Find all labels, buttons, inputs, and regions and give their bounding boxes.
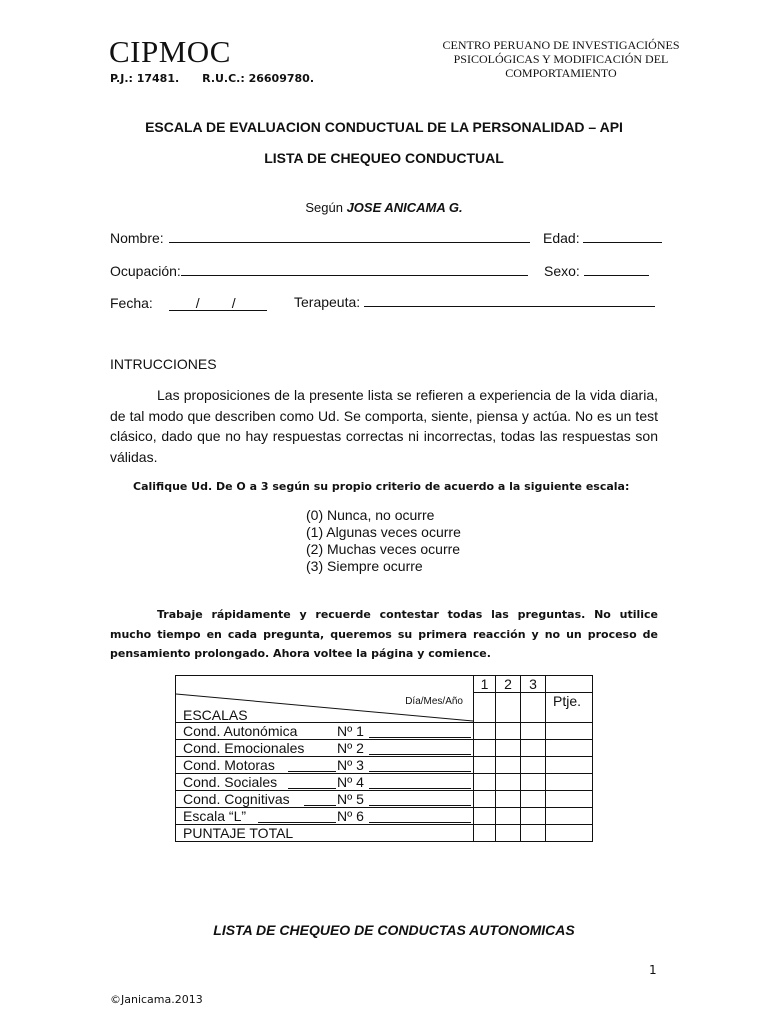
table-row — [176, 739, 593, 756]
scale-underline — [369, 805, 471, 806]
edad-row — [543, 230, 662, 246]
score-cell[interactable] — [521, 807, 546, 824]
fecha-slash-1: / — [195, 295, 200, 311]
organization-name-line-2: PSICOLÓGICAS Y MODIFICACIÓN DEL — [453, 52, 669, 66]
scale-number: Nº 4 — [337, 773, 364, 790]
scale-option-1: (1) Algunas veces ocurre — [306, 524, 461, 540]
scale-name-underline — [288, 788, 336, 789]
scale-number: Nº 6 — [337, 807, 364, 824]
table-row-total — [176, 824, 593, 841]
rating-instruction: Califique Ud. De O a 3 según su propio criterio de acuerdo a la siguiente escala: — [133, 480, 630, 493]
table-row — [176, 790, 593, 807]
header-col-3: 3 — [521, 676, 546, 693]
copyright-notice: ©Janicama.2013 — [110, 993, 203, 1006]
table-row — [176, 722, 593, 739]
ptje-cell[interactable] — [546, 807, 593, 824]
escalas-header-cell — [176, 693, 474, 723]
header-col-2: 2 — [496, 676, 521, 693]
ptje-label: Ptje. — [553, 693, 582, 709]
ocupacion-field[interactable] — [181, 275, 528, 276]
score-cell[interactable] — [521, 739, 546, 756]
nombre-field[interactable] — [169, 242, 530, 243]
organization-name-line-1: CENTRO PERUANO DE INVESTIGACIÓNES — [442, 38, 680, 52]
scale-option-0: (0) Nunca, no ocurre — [306, 507, 435, 523]
ocupacion-row — [110, 263, 528, 279]
escalas-label: ESCALAS — [183, 706, 248, 723]
table-row — [176, 807, 593, 824]
rating-scale — [306, 507, 461, 575]
scale-name: Escala “L” — [183, 807, 247, 824]
fecha-field[interactable] — [169, 294, 267, 311]
scale-cell — [176, 807, 474, 824]
score-cell[interactable] — [496, 790, 521, 807]
score-cell[interactable] — [474, 739, 496, 756]
total-cell — [176, 824, 474, 841]
total-label: PUNTAJE TOTAL — [183, 824, 294, 841]
organization-logo: CIPMOC — [109, 34, 231, 69]
ptje-cell[interactable] — [546, 790, 593, 807]
scale-name: Cond. Cognitivas — [183, 790, 290, 807]
ptje-cell[interactable] — [546, 824, 593, 841]
ocupacion-label: Ocupación: — [110, 263, 181, 279]
header-blank-cell — [176, 676, 474, 693]
scale-underline — [369, 822, 471, 823]
scale-underline — [369, 771, 471, 772]
scale-cell — [176, 722, 474, 739]
scale-number: Nº 1 — [337, 722, 364, 739]
scale-number: Nº 2 — [337, 739, 364, 756]
next-section-title: LISTA DE CHEQUEO DE CONDUCTAS AUTONOMICAS — [213, 922, 575, 938]
score-cell[interactable] — [496, 824, 521, 841]
nombre-label: Nombre: — [110, 230, 164, 246]
date-cell-2[interactable] — [496, 693, 521, 723]
ptje-header-cell — [546, 693, 593, 723]
edad-label: Edad: — [543, 230, 580, 246]
date-cell-1[interactable] — [474, 693, 496, 723]
date-cell-3[interactable] — [521, 693, 546, 723]
dia-mes-ano-label: Día/Mes/Año — [405, 695, 463, 707]
score-cell[interactable] — [496, 756, 521, 773]
scale-cell — [176, 739, 474, 756]
header-blank-ptje — [546, 676, 593, 693]
score-cell[interactable] — [521, 773, 546, 790]
scale-option-2: (2) Muchas veces ocurre — [306, 541, 461, 557]
scale-name: Cond. Emocionales — [183, 739, 305, 756]
score-cell[interactable] — [474, 773, 496, 790]
score-cell[interactable] — [521, 790, 546, 807]
score-cell[interactable] — [521, 722, 546, 739]
ptje-cell[interactable] — [546, 756, 593, 773]
score-cell[interactable] — [474, 756, 496, 773]
author-line — [0, 200, 768, 215]
scale-cell — [176, 773, 474, 790]
score-cell[interactable] — [496, 739, 521, 756]
instructions-heading: INTRUCCIONES — [110, 356, 217, 372]
organization-full-name — [430, 38, 692, 80]
page-number: 1 — [649, 963, 657, 977]
ptje-cell[interactable] — [546, 722, 593, 739]
organization-name-line-3: COMPORTAMIENTO — [505, 66, 617, 80]
header-col-1: 1 — [474, 676, 496, 693]
sexo-label: Sexo: — [544, 263, 580, 279]
registration-numbers: P.J.: 17481. R.U.C.: 26609780. — [110, 72, 314, 85]
score-cell[interactable] — [521, 756, 546, 773]
score-cell[interactable] — [496, 722, 521, 739]
terapeuta-label: Terapeuta: — [294, 294, 361, 310]
scale-underline — [369, 737, 471, 738]
score-cell[interactable] — [474, 807, 496, 824]
score-cell[interactable] — [474, 722, 496, 739]
fecha-row — [110, 294, 267, 311]
table-header-numbers — [176, 676, 593, 693]
terapeuta-row — [294, 294, 655, 310]
fecha-label: Fecha: — [110, 295, 153, 311]
scale-number: Nº 3 — [337, 756, 364, 773]
ptje-cell[interactable] — [546, 773, 593, 790]
score-cell[interactable] — [474, 790, 496, 807]
ptje-cell[interactable] — [546, 739, 593, 756]
scale-name-underline — [288, 771, 336, 772]
document-title: ESCALA DE EVALUACION CONDUCTUAL DE LA PERSONALIDAD – API — [145, 119, 623, 135]
edad-field[interactable] — [583, 242, 662, 243]
sexo-field[interactable] — [584, 275, 649, 276]
nombre-row — [110, 230, 530, 246]
document-subtitle: LISTA DE CHEQUEO CONDUCTUAL — [264, 150, 504, 166]
scale-underline — [369, 754, 471, 755]
terapeuta-field[interactable] — [364, 306, 655, 307]
scale-option-3: (3) Siempre ocurre — [306, 558, 423, 574]
sexo-row — [544, 263, 649, 279]
scale-name: Cond. Motoras — [183, 756, 275, 773]
author-name: JOSE ANICAMA G. — [346, 200, 463, 215]
work-quickly-note: Trabaje rápidamente y recuerde contestar todas las preguntas. No utilice mucho tiempo en cada pregunta, queremos su primera reacción y no un proceso de pensamiento prolongado. Ahora voltee la página y comience. — [110, 608, 658, 660]
scale-cell — [176, 790, 474, 807]
table-row — [176, 756, 593, 773]
score-cell[interactable] — [474, 824, 496, 841]
scale-cell — [176, 756, 474, 773]
results-table — [175, 675, 593, 842]
scale-name: Cond. Autonómica — [183, 722, 298, 739]
table-row — [176, 773, 593, 790]
score-cell[interactable] — [496, 807, 521, 824]
scale-name-underline — [258, 822, 336, 823]
table-header-labels — [176, 693, 593, 723]
instructions-paragraph: Las proposiciones de la presente lista se refieren a experiencia de la vida diaria, de tal modo que describen como Ud. Se comporta, siente, piensa y actúa. No es un test clásico, dado que no hay respuestas correctas ni incorrectas, todas las respuestas son válidas. — [110, 387, 658, 465]
scale-number: Nº 5 — [337, 790, 364, 807]
fecha-slash-2: / — [231, 295, 236, 311]
scale-name-underline — [304, 805, 336, 806]
score-cell[interactable] — [521, 824, 546, 841]
score-cell[interactable] — [496, 773, 521, 790]
scale-underline — [369, 788, 471, 789]
author-prefix: Según — [305, 200, 347, 215]
scale-name: Cond. Sociales — [183, 773, 278, 790]
